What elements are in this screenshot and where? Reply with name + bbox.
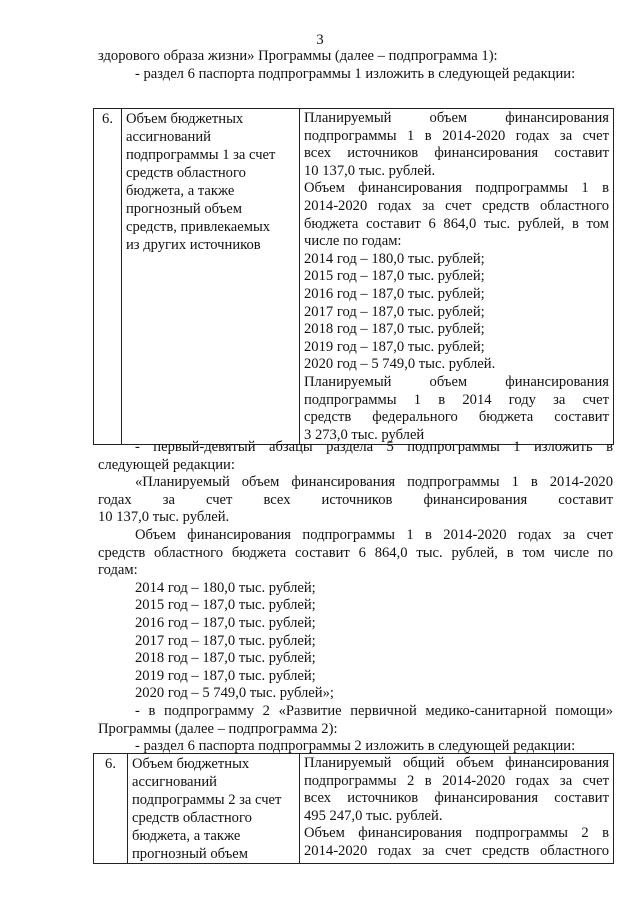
value-line: Объем финансирования подпрограммы 1 в <box>304 180 609 197</box>
value-line: 495 247,0 тыс. рублей. <box>304 807 443 824</box>
desc-line: подпрограммы 1 за счет <box>126 147 276 163</box>
desc-line: Объем бюджетных <box>132 756 250 772</box>
value-line: 3 273,0 тыс. рублей <box>304 426 425 443</box>
desc-line: прогнозный объем <box>132 846 248 862</box>
year-line: 2020 год – 5 749,0 тыс. рублей»; <box>135 685 334 702</box>
desc-line: бюджета, а также <box>132 828 241 844</box>
desc-line: средств, привлекаемых <box>126 219 271 235</box>
paragraph-line: следующей редакции: <box>98 456 235 473</box>
paragraph-line: 10 137,0 тыс. рублей. <box>98 509 230 526</box>
value-line: подпрограммы 1 в 2014-2020 годах за счет <box>304 127 609 144</box>
intro-text <box>98 48 613 83</box>
year-line: 2014 год – 180,0 тыс. рублей; <box>135 579 316 596</box>
desc-line: подпрограммы 2 за счет <box>132 792 282 808</box>
row-description <box>122 109 300 445</box>
year-line: 2018 год – 187,0 тыс. рублей; <box>135 650 316 667</box>
value-line: Планируемый объем финансирования <box>304 373 609 390</box>
year-line: 2016 год – 187,0 тыс. рублей; <box>304 285 485 302</box>
desc-line: прогнозный объем <box>126 201 242 217</box>
table-row <box>94 754 614 864</box>
value-line: 10 137,0 тыс. рублей. <box>304 162 436 179</box>
paragraph-line: - в подпрограмму 2 «Развитие первичной медико-санитарной помощи» <box>135 702 613 719</box>
year-line: 2017 год – 187,0 тыс. рублей; <box>135 632 316 649</box>
paragraph-line: Объем финансирования подпрограммы 1 в 2014-2020 годах за счет <box>135 526 613 543</box>
desc-line: ассигнований <box>126 129 211 145</box>
passport-table-subprogram-2 <box>93 753 614 864</box>
value-line: 2014-2020 годах за счет средств областного <box>304 842 609 859</box>
paragraph-line: - раздел 6 паспорта подпрограммы 2 изложить в следующей редакции: <box>135 738 576 755</box>
value-line: Планируемый общий объем финансирования <box>304 755 609 771</box>
value-line: всех источников финансирования составит <box>304 790 609 807</box>
body-text <box>98 439 613 756</box>
year-line: 2014 год – 180,0 тыс. рублей; <box>304 250 485 267</box>
desc-line: средств областного <box>132 810 252 826</box>
value-line: Объем финансирования подпрограммы 2 в <box>304 825 609 842</box>
row-description <box>128 754 300 864</box>
year-line: 2015 год – 187,0 тыс. рублей; <box>304 268 485 285</box>
year-line: 2016 год – 187,0 тыс. рублей; <box>135 614 316 631</box>
paragraph-line: средств областного бюджета составит 6 864,0 тыс. рублей, в том числе по <box>98 544 613 561</box>
table-row <box>94 109 614 445</box>
paragraph-line: «Планируемый объем финансирования подпрограммы 1 в 2014-2020 <box>135 474 613 491</box>
year-line: 2020 год – 5 749,0 тыс. рублей. <box>304 356 496 373</box>
desc-line: Объем бюджетных <box>126 111 244 127</box>
paragraph-line: годах за счет всех источников финансирования составит <box>98 491 613 508</box>
year-line: 2019 год – 187,0 тыс. рублей; <box>135 667 316 684</box>
value-line: всех источников финансирования составит <box>304 145 609 162</box>
intro-line: здорового образа жизни» Программы (далее – подпрограмма 1): <box>98 48 498 64</box>
year-line: 2017 год – 187,0 тыс. рублей; <box>304 303 485 320</box>
paragraph-line: годам: <box>98 562 138 579</box>
paragraph-line: Программы (далее – подпрограмма 2): <box>98 720 338 737</box>
row-value <box>300 754 614 864</box>
value-line: подпрограммы 2 в 2014-2020 годах за счет <box>304 772 609 789</box>
row-number: 6. <box>94 754 128 864</box>
page-number: 3 <box>316 32 324 48</box>
value-line: подпрограммы 1 в 2014 году за счет <box>304 391 609 408</box>
value-line: Планируемый объем финансирования <box>304 110 609 126</box>
desc-line: средств областного <box>126 165 246 181</box>
year-line: 2015 год – 187,0 тыс. рублей; <box>135 597 316 614</box>
row-value <box>300 109 614 445</box>
value-line: числе по годам: <box>304 233 402 250</box>
passport-table-subprogram-1 <box>93 108 614 445</box>
paragraph-line: - первый-девятый абзацы раздела 5 подпрограммы 1 изложить в <box>135 439 613 455</box>
value-line: бюджета составит 6 864,0 тыс. рублей, в том <box>304 215 609 232</box>
row-number: 6. <box>94 109 122 445</box>
desc-line: бюджета, а также <box>126 183 235 199</box>
year-line: 2019 год – 187,0 тыс. рублей; <box>304 338 485 355</box>
desc-line: ассигнований <box>132 774 217 790</box>
intro-line: - раздел 6 паспорта подпрограммы 1 изложить в следующей редакции: <box>135 65 576 82</box>
value-line: 2014-2020 годах за счет средств областного <box>304 197 609 214</box>
value-line: средств федерального бюджета составит <box>304 409 609 426</box>
desc-line: из других источников <box>126 237 261 253</box>
year-line: 2018 год – 187,0 тыс. рублей; <box>304 321 485 338</box>
